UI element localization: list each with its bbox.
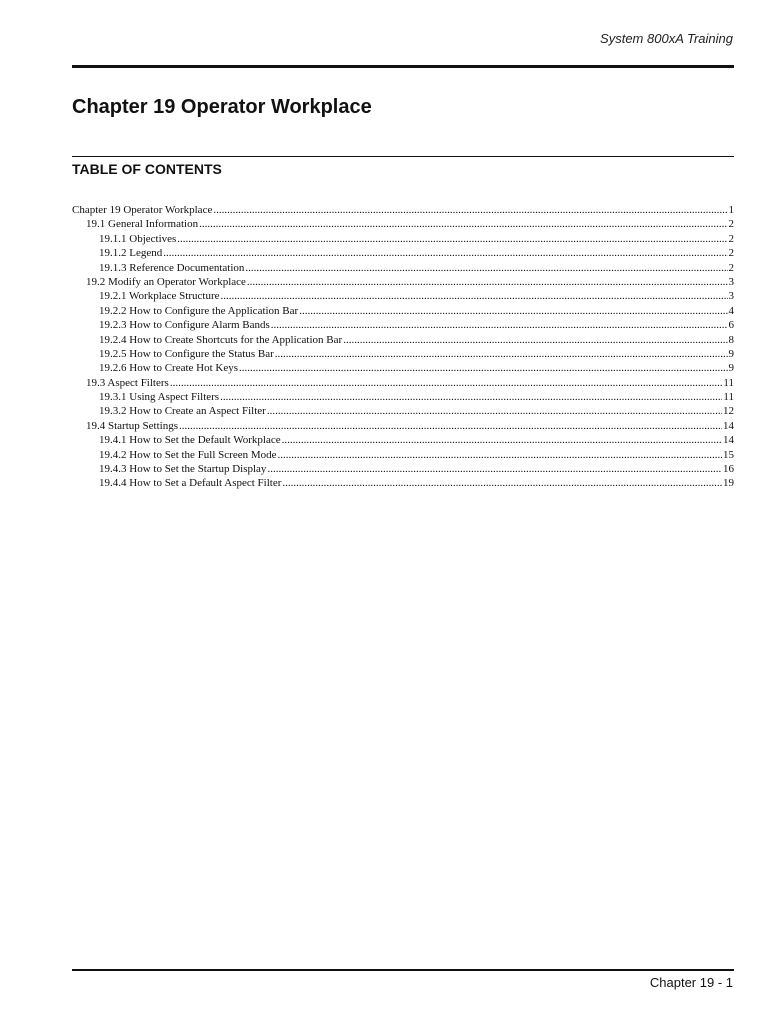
toc-entry-label: 19.2.5 How to Configure the Status Bar [99, 347, 274, 360]
toc-entry-label: 19.1.3 Reference Documentation [99, 261, 245, 274]
toc-entry-page: 4 [728, 304, 734, 317]
toc-entry-label: 19.2.3 How to Configure Alarm Bands [99, 319, 270, 332]
running-header-title: System 800xA Training [600, 31, 733, 46]
toc-entry[interactable] [72, 361, 734, 375]
toc-entry-page: 15 [723, 448, 734, 461]
toc-entry-page: 2 [728, 247, 734, 260]
toc-rule [72, 156, 734, 157]
toc-entry-label: 19.2.4 How to Create Shortcuts for the Application Bar [99, 333, 343, 346]
toc-heading: TABLE OF CONTENTS [72, 161, 222, 177]
toc-entry-page: 3 [728, 290, 734, 303]
toc-entry-page: 2 [728, 261, 734, 274]
toc-entry[interactable] [72, 448, 734, 462]
toc-leader-dots [278, 448, 722, 462]
toc-leader-dots [221, 289, 728, 303]
toc-leader-dots [179, 419, 722, 433]
toc-entry-label: 19.2.1 Workplace Structure [99, 290, 220, 303]
toc-entry[interactable] [72, 476, 734, 490]
toc-leader-dots [213, 203, 727, 217]
toc-entry[interactable] [72, 275, 734, 289]
toc-entry-page: 12 [723, 405, 734, 418]
toc-entry[interactable] [72, 217, 734, 231]
toc-leader-dots [199, 217, 727, 231]
toc-entry[interactable] [72, 304, 734, 318]
toc-entry[interactable] [72, 419, 734, 433]
toc-entry-page: 6 [728, 319, 734, 332]
toc-leader-dots [220, 390, 722, 404]
toc-entry-page: 14 [723, 434, 734, 447]
toc-entry-label: 19.4.4 How to Set a Default Aspect Filter [99, 477, 282, 490]
toc-entry[interactable] [72, 433, 734, 447]
toc-leader-dots [170, 376, 723, 390]
toc-entry-page: 14 [723, 419, 734, 432]
toc-leader-dots [343, 333, 727, 347]
toc-entry-page: 8 [728, 333, 734, 346]
toc-entry-label: 19.4.3 How to Set the Startup Display [99, 463, 267, 476]
toc-entry-label: 19.1.1 Objectives [99, 232, 177, 245]
footer-rule [72, 969, 734, 971]
toc-entry[interactable] [72, 376, 734, 390]
toc-entry-page: 9 [728, 362, 734, 375]
toc-leader-dots [267, 462, 722, 476]
toc-entry[interactable] [72, 347, 734, 361]
toc-entry-label: 19.2 Modify an Operator Workplace [86, 275, 246, 288]
toc-entry[interactable] [72, 390, 734, 404]
chapter-title: Chapter 19 Operator Workplace [72, 96, 372, 118]
toc-leader-dots [163, 246, 727, 260]
toc-entry-label: 19.3 Aspect Filters [86, 376, 169, 389]
toc-entry[interactable] [72, 232, 734, 246]
toc-entry[interactable] [72, 462, 734, 476]
header-rule [72, 65, 734, 68]
toc-entry-label: 19.4.2 How to Set the Full Screen Mode [99, 448, 277, 461]
toc-entry[interactable] [72, 289, 734, 303]
toc-entry-label: Chapter 19 Operator Workplace [72, 204, 213, 216]
toc-entry-page: 11 [723, 376, 734, 389]
toc-entry-label: 19.1 General Information [86, 218, 199, 231]
toc-entry-page: 16 [723, 463, 734, 476]
toc-leader-dots [245, 261, 727, 275]
toc-leader-dots [239, 361, 727, 375]
toc-leader-dots [247, 275, 728, 289]
toc-entry-page: 11 [723, 391, 734, 404]
toc-entry-label: 19.2.6 How to Create Hot Keys [99, 362, 239, 375]
toc-entry-page: 2 [728, 232, 734, 245]
toc-leader-dots [282, 433, 722, 447]
toc-entry-page: 2 [728, 218, 734, 231]
toc-entry-page: 1 [728, 204, 734, 216]
toc-leader-dots [177, 232, 727, 246]
toc-entry[interactable] [72, 333, 734, 347]
toc-entry-label: 19.4 Startup Settings [86, 419, 178, 432]
toc-leader-dots [299, 304, 727, 318]
toc-entry[interactable] [72, 203, 734, 217]
toc-entry-label: 19.1.2 Legend [99, 247, 163, 260]
toc-entry-page: 19 [723, 477, 734, 490]
toc-leader-dots [282, 476, 722, 490]
toc-entry-page: 9 [728, 347, 734, 360]
toc-entry-label: 19.3.2 How to Create an Aspect Filter [99, 405, 266, 418]
footer-page-label: Chapter 19 - 1 [649, 975, 733, 990]
table-of-contents [72, 203, 734, 491]
toc-entry-label: 19.3.1 Using Aspect Filters [99, 391, 220, 404]
toc-entry[interactable] [72, 246, 734, 260]
toc-entry-label: 19.2.2 How to Configure the Application Bar [99, 304, 299, 317]
toc-entry[interactable] [72, 318, 734, 332]
toc-leader-dots [267, 404, 722, 418]
toc-entry[interactable] [72, 404, 734, 418]
toc-entry[interactable] [72, 261, 734, 275]
toc-leader-dots [275, 347, 728, 361]
toc-leader-dots [271, 318, 728, 332]
toc-entry-label: 19.4.1 How to Set the Default Workplace [99, 434, 281, 447]
toc-entry-page: 3 [728, 275, 734, 288]
